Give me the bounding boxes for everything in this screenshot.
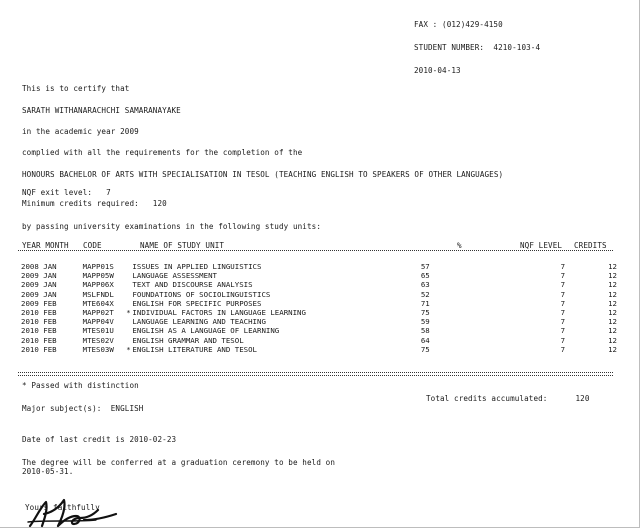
conferral-line-1: The degree will be conferred at a graduation ceremony to be held on: [22, 458, 336, 467]
col-header-name: NAME OF STUDY UNIT: [140, 241, 225, 250]
cell-distinction-mark: *: [126, 344, 131, 354]
cell-credits: 12: [608, 289, 617, 299]
cell-credits: 12: [608, 326, 617, 336]
cell-nqf-level: 7: [560, 271, 566, 281]
academic-year: in the academic year 2009: [22, 127, 139, 136]
col-header-credits: CREDITS: [574, 241, 607, 250]
cell-credits: 12: [608, 298, 617, 308]
conferral-line-2: 2010-05-31.: [22, 467, 74, 476]
cell-percent: 75: [420, 308, 430, 318]
cell-percent: 64: [420, 335, 430, 345]
cell-distinction-mark: *: [126, 308, 131, 318]
cell-distinction-mark: [124, 299, 132, 308]
cell-nqf-level: 7: [560, 289, 566, 299]
degree-title: HONOURS BACHELOR OF ARTS WITH SPECIALISATION IN TESOL (TEACHING ENGLISH TO SPEAKERS OF OTHER LANGUAGES): [22, 170, 504, 179]
col-header-nqf-level: NQF LEVEL: [520, 241, 563, 250]
cell-percent: 59: [420, 317, 430, 327]
cell-year-month: 2009 JAN: [21, 271, 57, 281]
cell-unit-name: FOUNDATIONS OF SOCIOLINGUISTICS: [132, 289, 271, 299]
cell-year-month: 2009 JAN: [21, 289, 57, 299]
cell-year-month: 2010 FEB: [21, 326, 57, 336]
table-row: [21, 262, 617, 271]
cell-code: MTES02V: [82, 335, 114, 345]
fax-number: FAX : (012)429-4150: [414, 20, 503, 29]
cell-year-month: 2009 FEB: [21, 298, 57, 308]
cell-distinction-mark: [124, 262, 132, 271]
cell-credits: 12: [608, 271, 617, 281]
cell-code: MTE604X: [82, 298, 114, 308]
signature: [24, 496, 134, 528]
cell-year-month: 2010 FEB: [21, 317, 57, 327]
cell-code: MAPP01S: [82, 262, 114, 271]
cell-code: MTES01U: [82, 326, 114, 336]
cell-year-month: 2010 FEB: [21, 308, 57, 318]
total-credits: Total credits accumulated: 120: [426, 394, 590, 403]
certify-intro: This is to certify that: [22, 84, 130, 93]
cell-percent: 71: [420, 298, 430, 308]
cell-percent: 52: [420, 289, 430, 299]
cell-distinction-mark: [124, 326, 132, 335]
distinction-note: * Passed with distinction: [22, 381, 139, 390]
cell-distinction-mark: [124, 290, 132, 299]
table-bottom-rule: [18, 372, 613, 373]
cell-nqf-level: 7: [560, 344, 566, 354]
cell-distinction-mark: [124, 317, 132, 326]
cell-year-month: 2010 FEB: [21, 344, 57, 354]
major-subjects: Major subject(s): ENGLISH: [22, 404, 144, 413]
cell-credits: 12: [608, 308, 617, 318]
table-row: [21, 299, 617, 308]
col-header-code: CODE: [83, 241, 102, 250]
table-row: [21, 280, 617, 289]
cell-nqf-level: 7: [560, 326, 566, 336]
cell-nqf-level: 7: [560, 335, 566, 345]
minimum-credits: Minimum credits required: 120: [22, 199, 167, 208]
cell-unit-name: ENGLISH GRAMMAR AND TESOL: [132, 335, 244, 345]
cell-nqf-level: 7: [560, 317, 566, 327]
cell-unit-name: LANGUAGE LEARNING AND TEACHING: [132, 317, 266, 327]
cell-credits: 12: [608, 317, 617, 327]
table-row: [21, 271, 617, 280]
cell-code: MAPP05W: [82, 271, 114, 281]
col-header-year-month: YEAR MONTH: [22, 241, 69, 250]
cell-credits: 12: [608, 335, 617, 345]
table-row: [21, 308, 617, 317]
cell-nqf-level: 7: [560, 280, 566, 290]
cell-code: MAPP02T: [82, 308, 114, 318]
study-units-table: [21, 262, 617, 354]
cell-nqf-level: 7: [560, 262, 566, 271]
col-header-percent: %: [457, 241, 462, 250]
table-row: [21, 336, 617, 345]
passing-intro: by passing university examinations in the following study units:: [22, 222, 321, 231]
cell-credits: 12: [608, 262, 617, 271]
cell-unit-name: INDIVIDUAL FACTORS IN LANGUAGE LEARNING: [132, 308, 306, 318]
cell-unit-name: ENGLISH LITERATURE AND TESOL: [132, 344, 258, 354]
cell-distinction-mark: [124, 280, 132, 289]
table-row: [21, 345, 617, 354]
table-row: [21, 290, 617, 299]
cell-percent: 75: [420, 344, 430, 354]
table-row: [21, 317, 617, 326]
cell-percent: 58: [420, 326, 430, 336]
cell-unit-name: ENGLISH AS A LANGUAGE OF LEARNING: [132, 326, 280, 336]
table-top-rule: [18, 250, 613, 251]
last-credit-date: Date of last credit is 2010-02-23: [22, 435, 177, 444]
table-bottom-rule-2: [18, 375, 613, 376]
cell-code: MSLFNDL: [82, 289, 114, 299]
nqf-exit-level: NQF exit level: 7: [22, 188, 111, 197]
cell-percent: 57: [420, 262, 430, 271]
cell-year-month: 2010 FEB: [21, 335, 57, 345]
student-number: STUDENT NUMBER: 4210-103-4: [414, 43, 541, 52]
issue-date: 2010-04-13: [414, 66, 461, 75]
closing-text: Yours faithfully: [25, 503, 100, 512]
cell-credits: 12: [608, 344, 617, 354]
cell-year-month: 2009 JAN: [21, 280, 57, 290]
cell-nqf-level: 7: [560, 308, 566, 318]
table-row: [21, 326, 617, 335]
cell-unit-name: ISSUES IN APPLIED LINGUISTICS: [132, 262, 262, 271]
student-name: SARATH WITHANARACHCHI SAMARANAYAKE: [22, 106, 181, 115]
cell-unit-name: ENGLISH FOR SPECIFIC PURPOSES: [132, 298, 262, 308]
complied-text: complied with all the requirements for the completion of the: [22, 148, 303, 157]
cell-percent: 63: [420, 280, 430, 290]
cell-distinction-mark: [124, 336, 132, 345]
cell-unit-name: LANGUAGE ASSESSMENT: [132, 271, 217, 281]
cell-percent: 65: [420, 271, 430, 281]
cell-nqf-level: 7: [560, 298, 566, 308]
cell-distinction-mark: [124, 271, 132, 280]
cell-code: MAPP04V: [82, 317, 114, 327]
cell-unit-name: TEXT AND DISCOURSE ANALYSIS: [132, 280, 253, 290]
cell-code: MTES03W: [82, 344, 114, 354]
cell-code: MAPP06X: [82, 280, 114, 290]
cell-year-month: 2008 JAN: [21, 262, 57, 271]
cell-credits: 12: [608, 280, 617, 290]
